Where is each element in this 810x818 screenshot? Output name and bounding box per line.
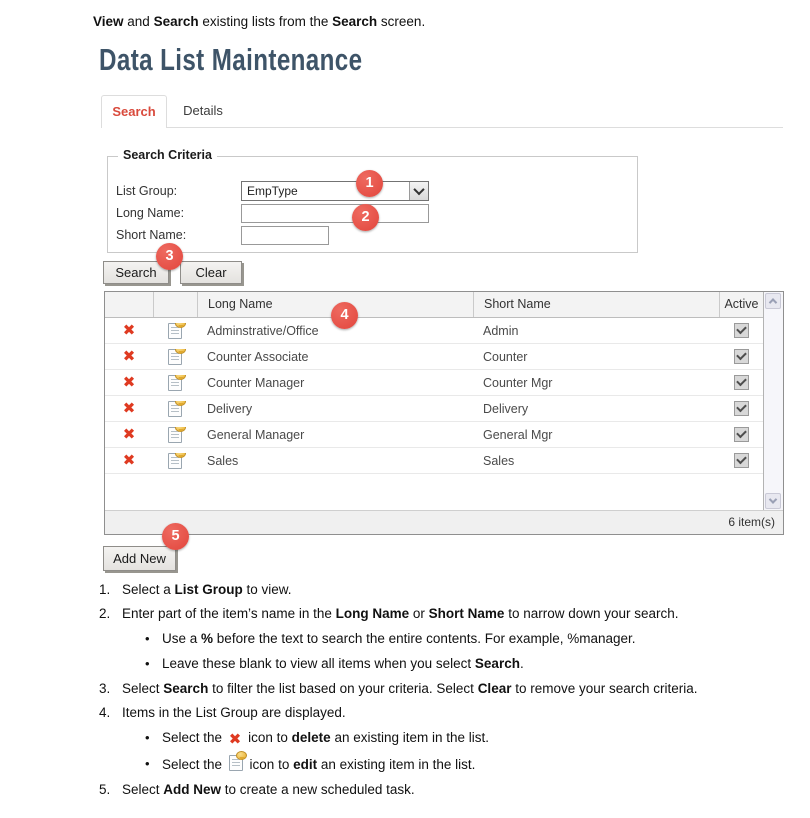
table-row[interactable]: [105, 344, 763, 370]
scroll-down-button[interactable]: [765, 493, 781, 509]
balloon-icon: [175, 375, 186, 380]
instruction-item: [99, 680, 797, 697]
header-short-name: Short Name: [473, 292, 719, 317]
short-name-cell: Delivery: [483, 401, 529, 416]
callout-badge-4: 4: [331, 302, 358, 329]
instruction-number: 5.: [99, 782, 111, 797]
active-checkbox[interactable]: [734, 349, 749, 364]
intro-text: View and Search existing lists from the Search screen.: [93, 14, 426, 29]
bullet-text: Select the ✖ icon to delete an existing item in the list.: [162, 730, 490, 748]
instructions-list: [99, 581, 797, 805]
delete-icon[interactable]: ✖: [122, 453, 136, 468]
active-cell: [719, 349, 763, 364]
edit-icon[interactable]: [168, 401, 182, 417]
delete-icon[interactable]: ✖: [122, 427, 136, 442]
long-name-cell: Sales: [207, 453, 239, 468]
delete-cell: [105, 427, 153, 442]
list-group-label: List Group:: [116, 184, 178, 198]
short-name-cell: Counter Mgr: [483, 375, 553, 390]
delete-cell: [105, 349, 153, 364]
balloon-icon: [175, 453, 186, 458]
edit-cell: [153, 453, 197, 469]
delete-icon[interactable]: ✖: [122, 375, 136, 390]
balloon-icon: [175, 323, 186, 328]
table-header: [105, 292, 763, 318]
long-name-cell: General Manager: [207, 427, 305, 442]
edit-cell: [153, 427, 197, 443]
long-name-label: Long Name:: [116, 206, 185, 220]
active-cell: [719, 427, 763, 442]
header-edit-column: [153, 292, 197, 317]
long-name-cell: Counter Manager: [207, 375, 305, 390]
active-checkbox[interactable]: [734, 375, 749, 390]
active-checkbox[interactable]: [734, 323, 749, 338]
tab-search[interactable]: [101, 95, 167, 128]
instruction-text: Select a List Group to view.: [122, 582, 292, 597]
page-title: Data List Maintenance: [99, 42, 363, 77]
bullet-text: Use a % before the text to search the entire contents. For example, %manager.: [162, 631, 636, 646]
add-new-button[interactable]: Add New: [103, 546, 176, 571]
short-name-cell: Admin: [483, 323, 519, 338]
short-name-label: Short Name:: [116, 228, 187, 242]
delete-cell: [105, 401, 153, 416]
table-row[interactable]: [105, 422, 763, 448]
active-cell: [719, 375, 763, 390]
balloon-icon: [175, 401, 186, 406]
short-name-cell: Sales: [483, 453, 515, 468]
delete-icon[interactable]: ✖: [122, 401, 136, 416]
table-row[interactable]: [105, 370, 763, 396]
instruction-text: Enter part of the item’s name in the Long Name or Short Name to narrow down your search.: [122, 606, 679, 621]
callout-badge-1: 1: [356, 170, 383, 197]
header-delete-column: [105, 292, 153, 317]
long-name-cell: Delivery: [207, 401, 253, 416]
table-footer: [105, 510, 783, 534]
table-row[interactable]: [105, 448, 763, 474]
instruction-number: 2.: [99, 606, 111, 621]
instruction-bullet: [145, 755, 797, 773]
instruction-item: [99, 605, 797, 622]
tab-search-label: Search: [112, 104, 156, 119]
instruction-text: Select Add New to create a new scheduled task.: [122, 782, 415, 797]
bullet-icon: •: [145, 756, 150, 771]
tab-details[interactable]: [170, 95, 236, 128]
short-name-cell: General Mgr: [483, 427, 553, 442]
edit-cell: [153, 401, 197, 417]
active-cell: [719, 453, 763, 468]
delete-cell: [105, 375, 153, 390]
bullet-icon: •: [145, 631, 150, 646]
results-table: [104, 291, 784, 535]
active-cell: [719, 323, 763, 338]
short-name-input[interactable]: [241, 226, 329, 245]
instruction-bullet: [145, 729, 797, 747]
search-criteria-legend: Search Criteria: [118, 148, 217, 162]
edit-icon: [229, 755, 243, 771]
instruction-number: 4.: [99, 705, 111, 720]
edit-icon[interactable]: [168, 453, 182, 469]
callout-badge-3: 3: [156, 243, 183, 270]
active-checkbox[interactable]: [734, 401, 749, 416]
item-count: 6 item(s): [728, 515, 775, 529]
edit-icon[interactable]: [168, 375, 182, 391]
edit-cell: [153, 375, 197, 391]
chevron-down-icon[interactable]: [409, 182, 428, 200]
balloon-icon: [236, 751, 247, 760]
bullet-icon: •: [145, 730, 150, 745]
callout-badge-5: 5: [162, 523, 189, 550]
bullet-text: Leave these blank to view all items when you select Search.: [162, 656, 524, 671]
edit-icon[interactable]: [168, 349, 182, 365]
long-name-cell: Counter Associate: [207, 349, 309, 364]
clear-button[interactable]: Clear: [180, 261, 242, 284]
header-long-name: Long Name: [197, 292, 473, 317]
instruction-number: 1.: [99, 582, 111, 597]
short-name-cell: Counter: [483, 349, 528, 364]
balloon-icon: [175, 349, 186, 354]
active-cell: [719, 401, 763, 416]
instruction-item: [99, 704, 797, 721]
delete-icon: ✖: [228, 730, 242, 748]
long-name-cell: Adminstrative/Office: [207, 323, 319, 338]
edit-cell: [153, 323, 197, 339]
bullet-text: Select the icon to edit an existing item in the list.: [162, 755, 475, 773]
instruction-bullet: [145, 630, 797, 647]
edit-icon[interactable]: [168, 323, 182, 339]
edit-cell: [153, 349, 197, 365]
active-checkbox[interactable]: [734, 453, 749, 468]
callout-badge-2: 2: [352, 204, 379, 231]
vertical-scrollbar[interactable]: [763, 292, 783, 510]
instruction-bullet: [145, 655, 797, 672]
instruction-item: [99, 781, 797, 798]
delete-cell: [105, 323, 153, 338]
delete-cell: [105, 453, 153, 468]
balloon-icon: [175, 427, 186, 432]
instruction-item: [99, 581, 797, 598]
table-row[interactable]: [105, 318, 763, 344]
instruction-text: Select Search to filter the list based on your criteria. Select Clear to remove your search criteria.: [122, 681, 698, 696]
instruction-text: Items in the List Group are displayed.: [122, 705, 346, 720]
delete-icon[interactable]: ✖: [122, 349, 136, 364]
bullet-icon: •: [145, 656, 150, 671]
list-group-value: EmpType: [247, 184, 298, 198]
search-button[interactable]: Search: [103, 261, 169, 284]
header-active: Active: [719, 292, 763, 317]
long-name-input[interactable]: [241, 204, 429, 223]
scroll-up-button[interactable]: [765, 293, 781, 309]
delete-icon[interactable]: ✖: [122, 323, 136, 338]
tab-underline: [101, 127, 783, 128]
tab-details-label: Details: [183, 103, 223, 118]
instruction-number: 3.: [99, 681, 111, 696]
table-row[interactable]: [105, 396, 763, 422]
table-body: [105, 318, 763, 474]
list-group-select[interactable]: [241, 181, 429, 201]
edit-icon[interactable]: [168, 427, 182, 443]
active-checkbox[interactable]: [734, 427, 749, 442]
